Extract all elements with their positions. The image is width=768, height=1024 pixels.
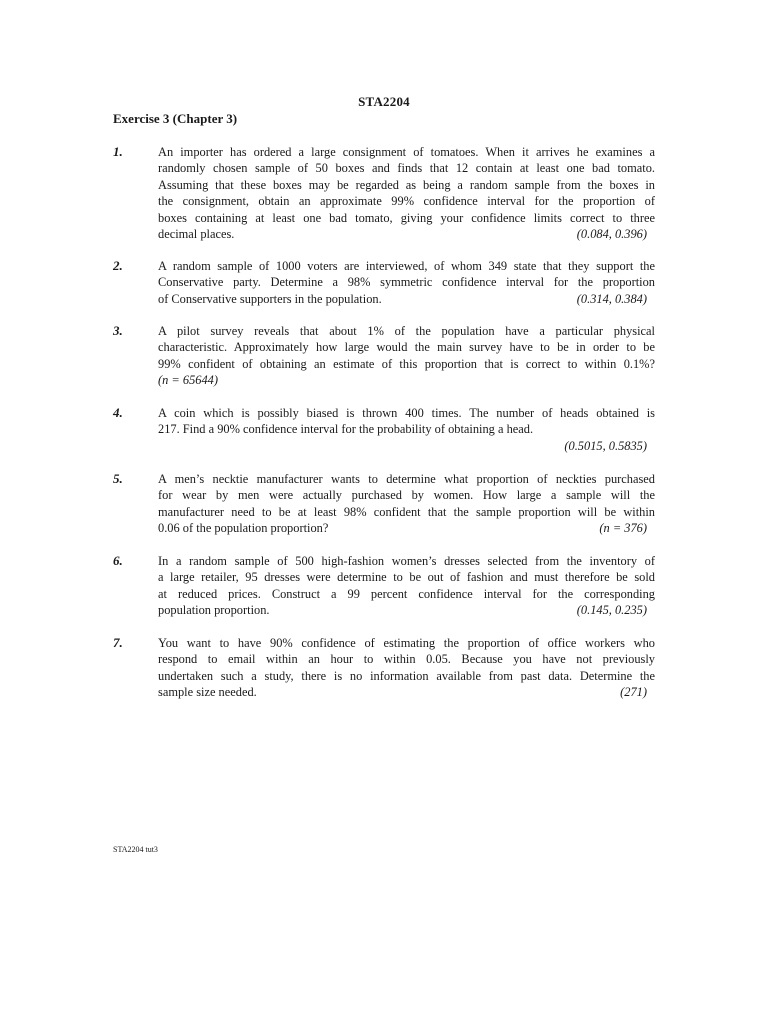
question-line: undertaken such a study, there is no information available from past data. Determine the: [158, 668, 655, 683]
question-line: characteristic. Approximately how large would the main survey have to be in order to be: [158, 340, 655, 355]
question-line: a large retailer, 95 dresses were determine to be out of fashion and must therefore be sold: [158, 570, 655, 585]
question-line: A coin which is possibly biased is thrown 400 times. The number of heads obtained is: [158, 406, 655, 420]
question-line: the consignment, obtain an approximate 99% confidence interval for the proportion of: [158, 194, 655, 209]
answer-text: (n = 376): [599, 521, 647, 536]
question-text: [158, 553, 655, 619]
question-line: respond to email within an hour to within 0.05. Because you have not previously: [158, 652, 655, 667]
question-number: 2.: [113, 258, 123, 273]
question-line: population proportion. (0.145, 0.235): [158, 603, 647, 618]
exercise-heading: Exercise 3 (Chapter 3): [113, 111, 238, 126]
question-line: Assuming that these boxes may be regarded as being a random sample from the boxes in: [158, 177, 655, 192]
question-line: In a random sample of 500 high-fashion women’s dresses selected from the inventory of: [158, 554, 655, 568]
question-line: You want to have 90% confidence of estimating the proportion of office workers who: [158, 636, 655, 650]
question-line: 0.06 of the population proportion? (n = 376): [158, 521, 647, 536]
answer-text: (0.314, 0.384): [576, 291, 647, 306]
question-line: 217. Find a 90% confidence interval for the probability of obtaining a head.: [158, 422, 534, 437]
question-line: decimal places. (0.084, 0.396): [158, 227, 647, 242]
course-title: STA2204: [358, 94, 410, 109]
question-line: An importer has ordered a large consignment of tomatoes. When it arrives he examines a: [158, 145, 655, 159]
question-text: [158, 471, 655, 537]
answer-text: (0.5015, 0.5835): [564, 438, 647, 453]
question-line: Conservative party. Determine a 98% symmetric confidence interval for the proportion: [158, 275, 655, 290]
question-line: of Conservative supporters in the population. (0.314, 0.384): [158, 291, 647, 306]
footer-label: STA2204 tut3: [113, 845, 158, 854]
question-text: [158, 323, 655, 389]
question-line: for wear by men were actually purchased by women. How large a sample will the: [158, 488, 655, 503]
question-line: A pilot survey reveals that about 1% of the population have a particular physical: [158, 324, 655, 338]
question-number: 1.: [113, 144, 123, 159]
answer-text: (0.145, 0.235): [576, 603, 647, 618]
question-text: [158, 635, 655, 701]
question-number: 5.: [113, 471, 123, 486]
question-line: (n = 65644): [158, 373, 218, 388]
question-number: 7.: [113, 635, 123, 650]
question-number: 6.: [113, 553, 123, 568]
question-line: at reduced prices. Construct a 99 percent confidence interval for the corresponding: [158, 586, 655, 601]
answer-line: [158, 438, 655, 454]
question-line: sample size needed. (271): [158, 685, 647, 700]
question-line: A random sample of 1000 voters are interviewed, of whom 349 state that they support the: [158, 259, 655, 273]
question-line: manufacturer need to be at least 98% confident that the sample proportion will be within: [158, 504, 655, 519]
question-number: 3.: [113, 323, 123, 338]
question-number: 4.: [113, 405, 123, 420]
answer-text: (271): [620, 685, 647, 700]
question-text: [158, 144, 655, 242]
question-line: boxes containing at least one bad tomato, giving your confidence limits correct to three: [158, 210, 655, 225]
question-text: [158, 405, 655, 454]
question-line: randomly chosen sample of 50 boxes and finds that 12 contain at least one bad tomato.: [158, 161, 655, 176]
question-line: 99% confident of obtaining an estimate of this proportion that is correct to within 0.1%?: [158, 356, 655, 371]
question-text: [158, 258, 655, 307]
answer-text: (0.084, 0.396): [576, 227, 647, 242]
question-line: A men’s necktie manufacturer wants to determine what proportion of neckties purchased: [158, 472, 655, 486]
